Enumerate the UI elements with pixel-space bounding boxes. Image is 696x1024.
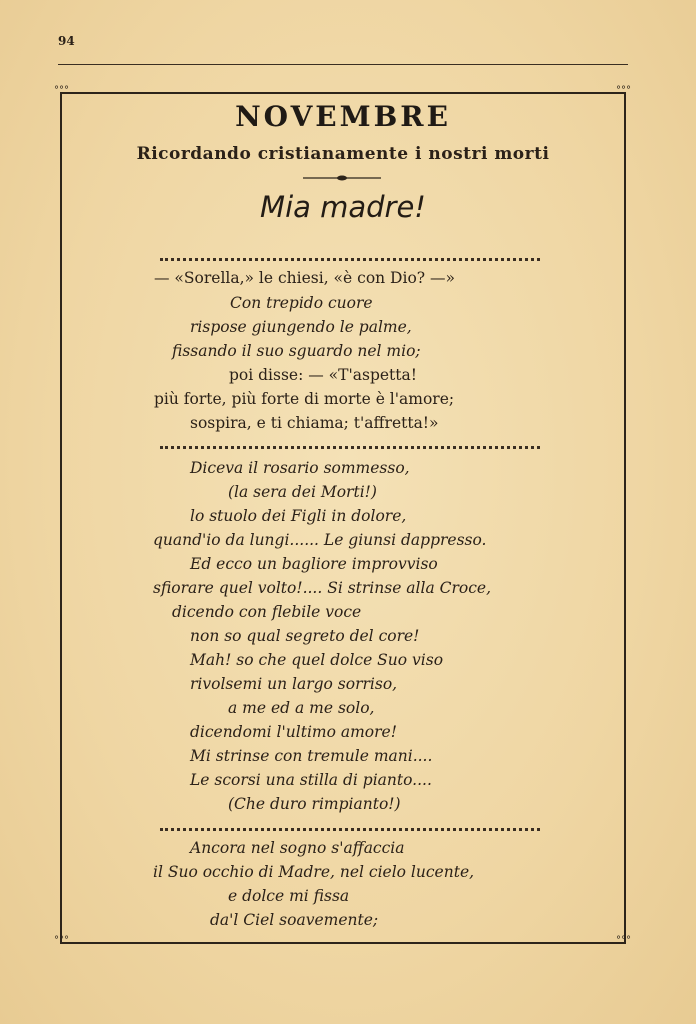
corner-ornament-icon: °°° bbox=[54, 935, 69, 946]
poem-line: sfiorare quel volto!.... Si strinse alla Croce, bbox=[153, 579, 492, 597]
poem-line: più forte, più forte di morte è l'amore; bbox=[154, 390, 455, 408]
dotted-separator bbox=[160, 258, 540, 265]
page-title: NOVEMBRE bbox=[235, 100, 451, 133]
poem-line: Ancora nel sogno s'affaccia bbox=[190, 839, 405, 857]
poem-line: il Suo occhio di Madre, nel cielo lucente, bbox=[153, 863, 475, 881]
corner-ornament-icon: °°° bbox=[54, 85, 69, 96]
poem-line: (Che duro rimpianto!) bbox=[228, 795, 401, 813]
poem-line: Mi strinse con tremule mani.... bbox=[190, 747, 433, 765]
poem-line: Mah! so che quel dolce Suo viso bbox=[190, 651, 444, 669]
poem-line: sospira, e ti chiama; t'affretta!» bbox=[190, 414, 439, 432]
poem-line: lo stuolo dei Figli in dolore, bbox=[190, 507, 407, 525]
divider-ornament-icon bbox=[303, 174, 381, 182]
dotted-separator bbox=[160, 828, 540, 835]
poem-line: Diceva il rosario sommesso, bbox=[190, 459, 410, 477]
header-rule bbox=[58, 64, 628, 65]
poem-line: fissando il suo sguardo nel mio; bbox=[172, 342, 421, 360]
poem-line: Con trepido cuore bbox=[230, 294, 373, 312]
poem-line: Ed ecco un bagliore improvviso bbox=[190, 555, 438, 573]
corner-ornament-icon: °°° bbox=[616, 85, 631, 96]
corner-ornament-icon: °°° bbox=[616, 935, 631, 946]
page-number: 94 bbox=[58, 34, 75, 48]
poem-line: non so qual segreto del core! bbox=[190, 627, 420, 645]
poem-title: Mia madre! bbox=[260, 190, 426, 224]
poem-line: dicendo con flebile voce bbox=[172, 603, 362, 621]
poem-line: da'l Ciel soavemente; bbox=[210, 911, 379, 929]
poem-line: a me ed a me solo, bbox=[228, 699, 375, 717]
page-subtitle: Ricordando cristianamente i nostri morti bbox=[136, 144, 550, 164]
poem-line: (la sera dei Morti!) bbox=[228, 483, 377, 501]
poem-line: rispose giungendo le palme, bbox=[190, 318, 412, 336]
poem-line: poi disse: — «T'aspetta! bbox=[229, 366, 417, 384]
poem-line: — «Sorella,» le chiesi, «è con Dio? —» bbox=[154, 269, 455, 287]
poem-line: quand'io da lungi...... Le giunsi dappresso. bbox=[153, 531, 487, 549]
poem-line: dicendomi l'ultimo amore! bbox=[190, 723, 397, 741]
poem-line: Le scorsi una stilla di pianto.... bbox=[190, 771, 432, 789]
poem-line: rivolsemi un largo sorriso, bbox=[190, 675, 398, 693]
dotted-separator bbox=[160, 446, 540, 453]
poem-line: e dolce mi fissa bbox=[228, 887, 350, 905]
